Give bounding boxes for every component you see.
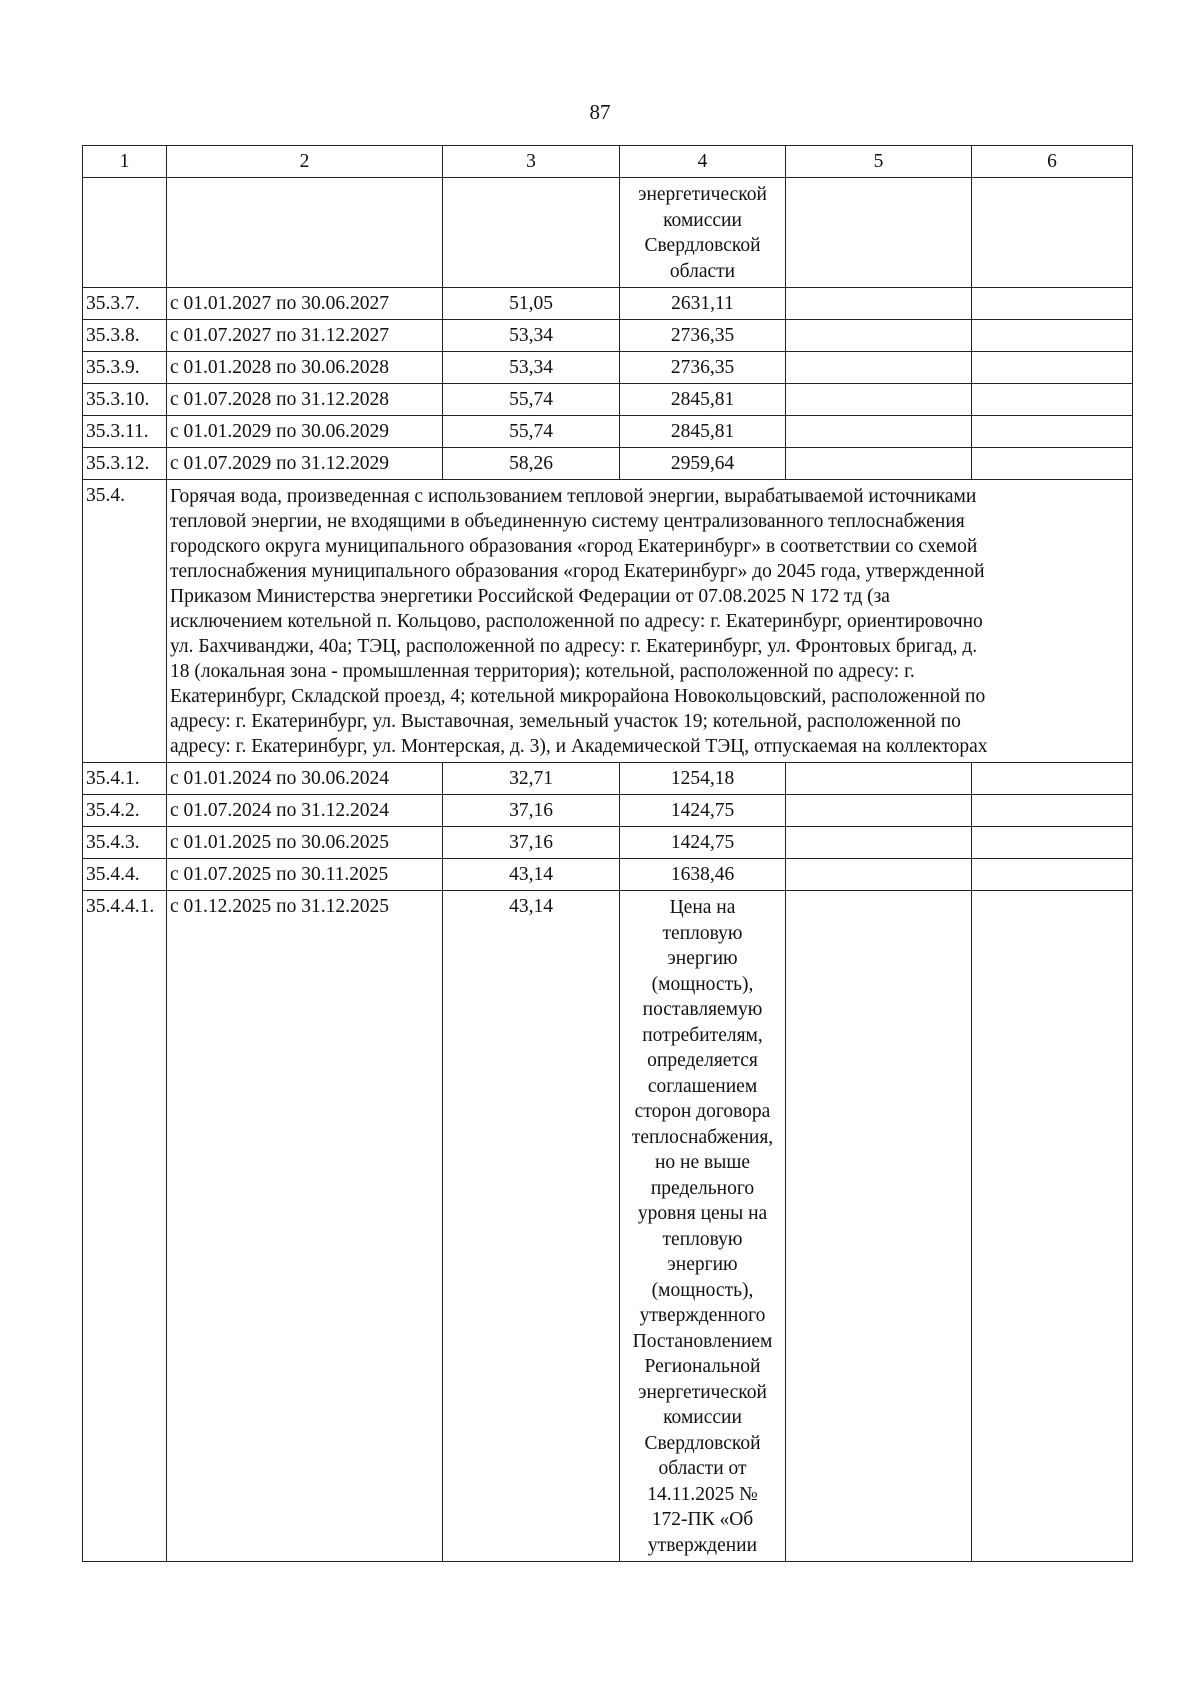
- note-line: соглашением: [647, 1075, 758, 1097]
- row-value-col3: 58,26: [443, 448, 620, 480]
- note-line: комиссии: [663, 209, 742, 231]
- section-number: 35.4.: [83, 480, 167, 763]
- row-number: 35.4.2.: [83, 795, 167, 827]
- section-row: [83, 480, 1133, 763]
- note-line: Свердловской: [644, 1432, 761, 1454]
- row-number: 35.3.8.: [83, 320, 167, 352]
- table-row: [83, 859, 1133, 891]
- description-line: исключением котельной п. Кольцово, расположенной по адресу: г. Екатеринбург, ориентировочно: [170, 611, 983, 632]
- description-line: Екатеринбург, Складской проезд, 4; котельной микрорайона Новокольцовский, расположенной по: [170, 686, 986, 707]
- row-number: 35.4.4.: [83, 859, 167, 891]
- note-line: поставляемую: [642, 999, 763, 1020]
- cell-empty: [972, 827, 1133, 859]
- row-period: с 01.07.2027 по 31.12.2027: [167, 320, 443, 352]
- continuation-row: [83, 178, 1133, 288]
- cell-empty: [83, 178, 167, 288]
- note-line: области от: [658, 1458, 747, 1479]
- continued-note: [623, 182, 782, 284]
- cell-empty: [786, 288, 972, 320]
- row-number: 35.4.1.: [83, 763, 167, 795]
- row-number: 35.3.10.: [83, 384, 167, 416]
- row-value-col3: 53,34: [443, 320, 620, 352]
- header-cell-6: 6: [972, 146, 1133, 178]
- cell-empty: [972, 384, 1133, 416]
- note-line: энергетической: [638, 184, 767, 205]
- cell-empty: [167, 178, 443, 288]
- note-line: уровня цены на: [637, 1203, 768, 1224]
- cell-empty: [786, 448, 972, 480]
- row-period: с 01.01.2024 по 30.06.2024: [167, 763, 443, 795]
- description-line: городского округа муниципального образования «город Екатеринбург» в соответствии со схемой: [170, 536, 978, 557]
- tariff-table: [82, 145, 1133, 1562]
- header-cell-5: 5: [786, 146, 972, 178]
- header-row: [83, 146, 1133, 178]
- cell-empty: [443, 178, 620, 288]
- cell-empty: [972, 891, 1133, 1562]
- continued-note-cell: [620, 178, 786, 288]
- row-value-col4: 2736,35: [620, 352, 786, 384]
- note-line: комиссии: [663, 1407, 742, 1428]
- row-value-col4: 2845,81: [620, 384, 786, 416]
- row-number: 35.3.9.: [83, 352, 167, 384]
- note-line: 172-ПК «Об: [651, 1509, 754, 1530]
- row-value-col3: 55,74: [443, 416, 620, 448]
- cell-empty: [786, 795, 972, 827]
- row-period: с 01.12.2025 по 31.12.2025: [167, 891, 443, 1562]
- row-value-col4: 2631,11: [620, 288, 786, 320]
- row-value-col4: 2736,35: [620, 320, 786, 352]
- row-period: с 01.01.2029 по 30.06.2029: [167, 416, 443, 448]
- cell-empty: [972, 320, 1133, 352]
- row-number: 35.3.11.: [83, 416, 167, 448]
- section-description: [167, 480, 1133, 763]
- description-line: теплоснабжения муниципального образования «город Екатеринбург» до 2045 года, утвержденной: [170, 561, 985, 582]
- table-row: [83, 384, 1133, 416]
- note-line: Цена на: [669, 897, 736, 918]
- section-description-text: [170, 484, 1129, 759]
- cell-empty: [786, 320, 972, 352]
- description-line: адресу: г. Екатеринбург, ул. Выставочная, земельный участок 19; котельной, расположенной по: [170, 711, 961, 732]
- row-number: 35.3.7.: [83, 288, 167, 320]
- row-value-col4: 1424,75: [620, 827, 786, 859]
- description-line: ул. Бахчиванджи, 40а; ТЭЦ, расположенной по адресу: г. Екатеринбург, ул. Фронтовых бригад, д.: [170, 636, 978, 657]
- note-line: теплоснабжения,: [631, 1126, 774, 1148]
- row-value-col3: 43,14: [443, 891, 620, 1562]
- header-cell-2: 2: [167, 146, 443, 178]
- row-price-note: [620, 891, 786, 1562]
- description-line: адресу: г. Екатеринбург, ул. Монтерская, д. 3), и Академической ТЭЦ, отпускаемая на коллекторах: [170, 736, 988, 757]
- row-period: с 01.07.2028 по 31.12.2028: [167, 384, 443, 416]
- table-row: [83, 352, 1133, 384]
- cell-empty: [786, 891, 972, 1562]
- row-period: с 01.07.2029 по 31.12.2029: [167, 448, 443, 480]
- price-note-text: [623, 895, 782, 1558]
- row-value-col4: 2845,81: [620, 416, 786, 448]
- cell-empty: [972, 763, 1133, 795]
- page-number: 87: [589, 100, 611, 124]
- note-line: утвержденного: [639, 1305, 766, 1326]
- table-row: [83, 891, 1133, 1562]
- row-period: с 01.01.2025 по 30.06.2025: [167, 827, 443, 859]
- table-row: [83, 827, 1133, 859]
- table-row: [83, 795, 1133, 827]
- cell-empty: [972, 416, 1133, 448]
- cell-empty: [786, 763, 972, 795]
- note-line: Региональной: [644, 1356, 761, 1377]
- description-line: 18 (локальная зона - промышленная территория); котельной, расположенной по адресу: г.: [170, 661, 915, 682]
- cell-empty: [786, 178, 972, 288]
- note-line: Постановлением: [632, 1330, 773, 1352]
- cell-empty: [786, 416, 972, 448]
- cell-empty: [972, 352, 1133, 384]
- row-value-col3: 43,14: [443, 859, 620, 891]
- note-line: тепловую: [662, 922, 743, 944]
- note-line: но не выше: [654, 1152, 750, 1173]
- header-cell-1: 1: [83, 146, 167, 178]
- row-value-col4: 1254,18: [620, 763, 786, 795]
- table-row: [83, 288, 1133, 320]
- cell-empty: [972, 288, 1133, 320]
- note-line: предельного: [650, 1177, 755, 1199]
- row-value-col3: 53,34: [443, 352, 620, 384]
- description-line: Горячая вода, произведенная с использованием тепловой энергии, вырабатываемой источниками: [170, 486, 977, 507]
- row-value-col4: 1424,75: [620, 795, 786, 827]
- description-line: тепловой энергии, не входящими в объединенную систему централизованного теплоснабжения: [170, 511, 965, 532]
- row-value-col3: 37,16: [443, 827, 620, 859]
- note-line: (мощность),: [651, 1279, 754, 1301]
- description-line: Приказом Министерства энергетики Российской Федерации от 07.08.2025 N 172 тд (за: [170, 586, 890, 607]
- row-period: с 01.07.2025 по 30.11.2025: [167, 859, 443, 891]
- cell-empty: [786, 352, 972, 384]
- row-number: 35.4.4.1.: [83, 891, 167, 1562]
- cell-empty: [786, 859, 972, 891]
- note-line: энергетической: [638, 1381, 767, 1403]
- note-line: потребителям,: [642, 1024, 763, 1046]
- note-line: тепловую: [662, 1228, 743, 1250]
- note-line: области: [669, 260, 736, 282]
- note-line: определяется: [647, 1050, 758, 1071]
- row-period: с 01.07.2024 по 31.12.2024: [167, 795, 443, 827]
- header-cell-4: 4: [620, 146, 786, 178]
- cell-empty: [972, 178, 1133, 288]
- row-value-col3: 51,05: [443, 288, 620, 320]
- header-cell-3: 3: [443, 146, 620, 178]
- cell-empty: [972, 859, 1133, 891]
- note-line: энергию: [667, 1254, 738, 1275]
- row-period: с 01.01.2027 по 30.06.2027: [167, 288, 443, 320]
- cell-empty: [786, 384, 972, 416]
- table-row: [83, 320, 1133, 352]
- note-line: (мощность),: [651, 973, 754, 995]
- cell-empty: [786, 827, 972, 859]
- row-number: 35.3.12.: [83, 448, 167, 480]
- row-value-col3: 37,16: [443, 795, 620, 827]
- row-value-col4: 1638,46: [620, 859, 786, 891]
- row-value-col3: 32,71: [443, 763, 620, 795]
- note-line: утверждении: [647, 1534, 758, 1556]
- row-period: с 01.01.2028 по 30.06.2028: [167, 352, 443, 384]
- row-value-col3: 55,74: [443, 384, 620, 416]
- row-value-col4: 2959,64: [620, 448, 786, 480]
- note-line: энергию: [667, 948, 738, 969]
- note-line: 14.11.2025 №: [647, 1483, 758, 1505]
- note-line: сторон договора: [634, 1101, 771, 1122]
- table-row: [83, 763, 1133, 795]
- cell-empty: [972, 795, 1133, 827]
- table-row: [83, 416, 1133, 448]
- note-line: Свердловской: [644, 235, 761, 256]
- cell-empty: [972, 448, 1133, 480]
- table-row: [83, 448, 1133, 480]
- row-number: 35.4.3.: [83, 827, 167, 859]
